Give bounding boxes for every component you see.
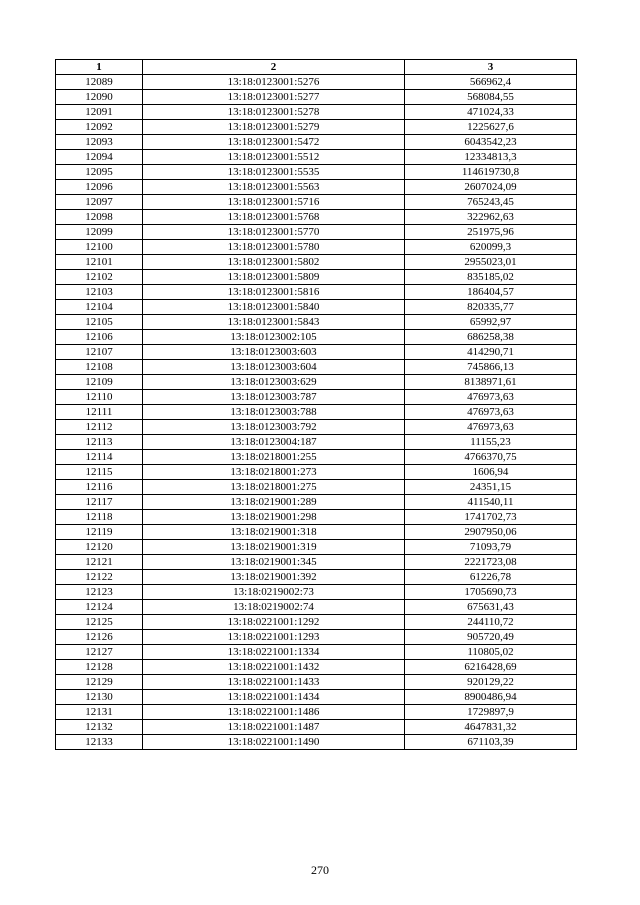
- cadastral-number-cell: 13:18:0123003:629: [143, 375, 405, 390]
- row-number-cell: 12096: [56, 180, 143, 195]
- row-number-cell: 12108: [56, 360, 143, 375]
- table-row: [56, 120, 577, 135]
- cadastral-number-cell: 13:18:0219002:74: [143, 600, 405, 615]
- cadastral-number-cell: 13:18:0221001:1490: [143, 735, 405, 750]
- row-number-cell: 12107: [56, 345, 143, 360]
- row-number-cell: 12122: [56, 570, 143, 585]
- row-number-cell: 12120: [56, 540, 143, 555]
- column-header-1: 1: [56, 60, 143, 75]
- cadastral-number-cell: 13:18:0123001:5816: [143, 285, 405, 300]
- value-cell: 568084,55: [405, 90, 577, 105]
- cadastral-number-cell: 13:18:0218001:275: [143, 480, 405, 495]
- cadastral-number-cell: 13:18:0221001:1434: [143, 690, 405, 705]
- value-cell: 920129,22: [405, 675, 577, 690]
- table-row: [56, 405, 577, 420]
- row-number-cell: 12104: [56, 300, 143, 315]
- table-row: [56, 480, 577, 495]
- value-cell: 244110,72: [405, 615, 577, 630]
- row-number-cell: 12098: [56, 210, 143, 225]
- row-number-cell: 12093: [56, 135, 143, 150]
- value-cell: 6043542,23: [405, 135, 577, 150]
- table-row: [56, 105, 577, 120]
- row-number-cell: 12123: [56, 585, 143, 600]
- table-row: [56, 240, 577, 255]
- value-cell: 2955023,01: [405, 255, 577, 270]
- value-cell: 8900486,94: [405, 690, 577, 705]
- table-header: [56, 60, 577, 75]
- cadastral-number-cell: 13:18:0123001:5278: [143, 105, 405, 120]
- row-number-cell: 12131: [56, 705, 143, 720]
- value-cell: 71093,79: [405, 540, 577, 555]
- cadastral-number-cell: 13:18:0221001:1486: [143, 705, 405, 720]
- table-row: [56, 615, 577, 630]
- value-cell: 2607024,09: [405, 180, 577, 195]
- cadastral-number-cell: 13:18:0123003:604: [143, 360, 405, 375]
- row-number-cell: 12103: [56, 285, 143, 300]
- value-cell: 765243,45: [405, 195, 577, 210]
- value-cell: 686258,38: [405, 330, 577, 345]
- row-number-cell: 12114: [56, 450, 143, 465]
- row-number-cell: 12092: [56, 120, 143, 135]
- cadastral-number-cell: 13:18:0221001:1293: [143, 630, 405, 645]
- data-table: [55, 59, 577, 750]
- row-number-cell: 12094: [56, 150, 143, 165]
- table-row: [56, 735, 577, 750]
- row-number-cell: 12121: [56, 555, 143, 570]
- table-row: [56, 390, 577, 405]
- cadastral-number-cell: 13:18:0218001:255: [143, 450, 405, 465]
- cadastral-number-cell: 13:18:0123001:5809: [143, 270, 405, 285]
- value-cell: 905720,49: [405, 630, 577, 645]
- header-row: [56, 60, 577, 75]
- cadastral-number-cell: 13:18:0123002:105: [143, 330, 405, 345]
- table-row: [56, 360, 577, 375]
- cadastral-number-cell: 13:18:0219002:73: [143, 585, 405, 600]
- table-row: [56, 465, 577, 480]
- cadastral-number-cell: 13:18:0123004:187: [143, 435, 405, 450]
- table-row: [56, 300, 577, 315]
- row-number-cell: 12118: [56, 510, 143, 525]
- value-cell: 61226,78: [405, 570, 577, 585]
- table-row: [56, 180, 577, 195]
- table-row: [56, 690, 577, 705]
- table-row: [56, 435, 577, 450]
- page-number: 270: [311, 863, 329, 877]
- cadastral-number-cell: 13:18:0123001:5716: [143, 195, 405, 210]
- table-row: [56, 570, 577, 585]
- row-number-cell: 12125: [56, 615, 143, 630]
- cadastral-number-cell: 13:18:0123001:5840: [143, 300, 405, 315]
- row-number-cell: 12099: [56, 225, 143, 240]
- cadastral-number-cell: 13:18:0123001:5276: [143, 75, 405, 90]
- table-row: [56, 135, 577, 150]
- row-number-cell: 12105: [56, 315, 143, 330]
- row-number-cell: 12102: [56, 270, 143, 285]
- table-row: [56, 555, 577, 570]
- value-cell: 186404,57: [405, 285, 577, 300]
- row-number-cell: 12109: [56, 375, 143, 390]
- table-row: [56, 450, 577, 465]
- cadastral-number-cell: 13:18:0123003:788: [143, 405, 405, 420]
- cadastral-number-cell: 13:18:0123001:5843: [143, 315, 405, 330]
- value-cell: 1741702,73: [405, 510, 577, 525]
- cadastral-number-cell: 13:18:0123001:5279: [143, 120, 405, 135]
- table-row: [56, 600, 577, 615]
- cadastral-number-cell: 13:18:0221001:1487: [143, 720, 405, 735]
- row-number-cell: 12117: [56, 495, 143, 510]
- cadastral-number-cell: 13:18:0123003:792: [143, 420, 405, 435]
- table-row: [56, 705, 577, 720]
- table-row: [56, 720, 577, 735]
- cadastral-number-cell: 13:18:0123001:5472: [143, 135, 405, 150]
- table-row: [56, 255, 577, 270]
- table-row: [56, 375, 577, 390]
- table-row: [56, 315, 577, 330]
- table-row: [56, 675, 577, 690]
- value-cell: 414290,71: [405, 345, 577, 360]
- value-cell: 4647831,32: [405, 720, 577, 735]
- row-number-cell: 12116: [56, 480, 143, 495]
- value-cell: 24351,15: [405, 480, 577, 495]
- table-row: [56, 345, 577, 360]
- cadastral-number-cell: 13:18:0219001:298: [143, 510, 405, 525]
- row-number-cell: 12113: [56, 435, 143, 450]
- row-number-cell: 12089: [56, 75, 143, 90]
- cadastral-number-cell: 13:18:0123001:5770: [143, 225, 405, 240]
- value-cell: 4766370,75: [405, 450, 577, 465]
- table-row: [56, 630, 577, 645]
- cadastral-number-cell: 13:18:0123001:5512: [143, 150, 405, 165]
- row-number-cell: 12095: [56, 165, 143, 180]
- row-number-cell: 12126: [56, 630, 143, 645]
- table-row: [56, 330, 577, 345]
- table-row: [56, 525, 577, 540]
- cadastral-number-cell: 13:18:0123003:787: [143, 390, 405, 405]
- cadastral-number-cell: 13:18:0219001:318: [143, 525, 405, 540]
- cadastral-number-cell: 13:18:0221001:1432: [143, 660, 405, 675]
- cadastral-number-cell: 13:18:0123001:5563: [143, 180, 405, 195]
- row-number-cell: 12112: [56, 420, 143, 435]
- table-row: [56, 75, 577, 90]
- row-number-cell: 12119: [56, 525, 143, 540]
- cadastral-number-cell: 13:18:0123001:5535: [143, 165, 405, 180]
- table-row: [56, 510, 577, 525]
- row-number-cell: 12127: [56, 645, 143, 660]
- column-header-3: 3: [405, 60, 577, 75]
- row-number-cell: 12111: [56, 405, 143, 420]
- row-number-cell: 12132: [56, 720, 143, 735]
- row-number-cell: 12110: [56, 390, 143, 405]
- value-cell: 251975,96: [405, 225, 577, 240]
- value-cell: 114619730,8: [405, 165, 577, 180]
- value-cell: 476973,63: [405, 390, 577, 405]
- value-cell: 745866,13: [405, 360, 577, 375]
- cadastral-number-cell: 13:18:0123001:5277: [143, 90, 405, 105]
- cadastral-number-cell: 13:18:0218001:273: [143, 465, 405, 480]
- value-cell: 411540,11: [405, 495, 577, 510]
- value-cell: 12334813,3: [405, 150, 577, 165]
- row-number-cell: 12115: [56, 465, 143, 480]
- table-row: [56, 540, 577, 555]
- value-cell: 6216428,69: [405, 660, 577, 675]
- row-number-cell: 12101: [56, 255, 143, 270]
- value-cell: 471024,33: [405, 105, 577, 120]
- row-number-cell: 12124: [56, 600, 143, 615]
- value-cell: 820335,77: [405, 300, 577, 315]
- value-cell: 1729897,9: [405, 705, 577, 720]
- cadastral-number-cell: 13:18:0219001:392: [143, 570, 405, 585]
- table-row: [56, 225, 577, 240]
- value-cell: 2221723,08: [405, 555, 577, 570]
- row-number-cell: 12130: [56, 690, 143, 705]
- cadastral-number-cell: 13:18:0221001:1433: [143, 675, 405, 690]
- cadastral-number-cell: 13:18:0123001:5768: [143, 210, 405, 225]
- table-row: [56, 420, 577, 435]
- row-number-cell: 12106: [56, 330, 143, 345]
- table-row: [56, 90, 577, 105]
- value-cell: 566962,4: [405, 75, 577, 90]
- row-number-cell: 12133: [56, 735, 143, 750]
- table-row: [56, 645, 577, 660]
- cadastral-number-cell: 13:18:0221001:1334: [143, 645, 405, 660]
- table-row: [56, 495, 577, 510]
- value-cell: 476973,63: [405, 420, 577, 435]
- value-cell: 476973,63: [405, 405, 577, 420]
- value-cell: 671103,39: [405, 735, 577, 750]
- value-cell: 110805,02: [405, 645, 577, 660]
- cadastral-number-cell: 13:18:0219001:289: [143, 495, 405, 510]
- value-cell: 1606,94: [405, 465, 577, 480]
- value-cell: 1705690,73: [405, 585, 577, 600]
- cadastral-number-cell: 13:18:0123003:603: [143, 345, 405, 360]
- value-cell: 620099,3: [405, 240, 577, 255]
- cadastral-number-cell: 13:18:0123001:5780: [143, 240, 405, 255]
- row-number-cell: 12128: [56, 660, 143, 675]
- value-cell: 1225627,6: [405, 120, 577, 135]
- table-row: [56, 165, 577, 180]
- cadastral-number-cell: 13:18:0123001:5802: [143, 255, 405, 270]
- row-number-cell: 12129: [56, 675, 143, 690]
- table-row: [56, 585, 577, 600]
- value-cell: 835185,02: [405, 270, 577, 285]
- row-number-cell: 12097: [56, 195, 143, 210]
- value-cell: 8138971,61: [405, 375, 577, 390]
- table-row: [56, 660, 577, 675]
- column-header-2: 2: [143, 60, 405, 75]
- table-row: [56, 150, 577, 165]
- row-number-cell: 12100: [56, 240, 143, 255]
- value-cell: 2907950,06: [405, 525, 577, 540]
- value-cell: 65992,97: [405, 315, 577, 330]
- table-row: [56, 270, 577, 285]
- value-cell: 675631,43: [405, 600, 577, 615]
- row-number-cell: 12090: [56, 90, 143, 105]
- row-number-cell: 12091: [56, 105, 143, 120]
- value-cell: 322962,63: [405, 210, 577, 225]
- table-row: [56, 210, 577, 225]
- cadastral-number-cell: 13:18:0219001:319: [143, 540, 405, 555]
- value-cell: 11155,23: [405, 435, 577, 450]
- table-body: [56, 75, 577, 750]
- cadastral-number-cell: 13:18:0219001:345: [143, 555, 405, 570]
- table-row: [56, 195, 577, 210]
- cadastral-number-cell: 13:18:0221001:1292: [143, 615, 405, 630]
- table-row: [56, 285, 577, 300]
